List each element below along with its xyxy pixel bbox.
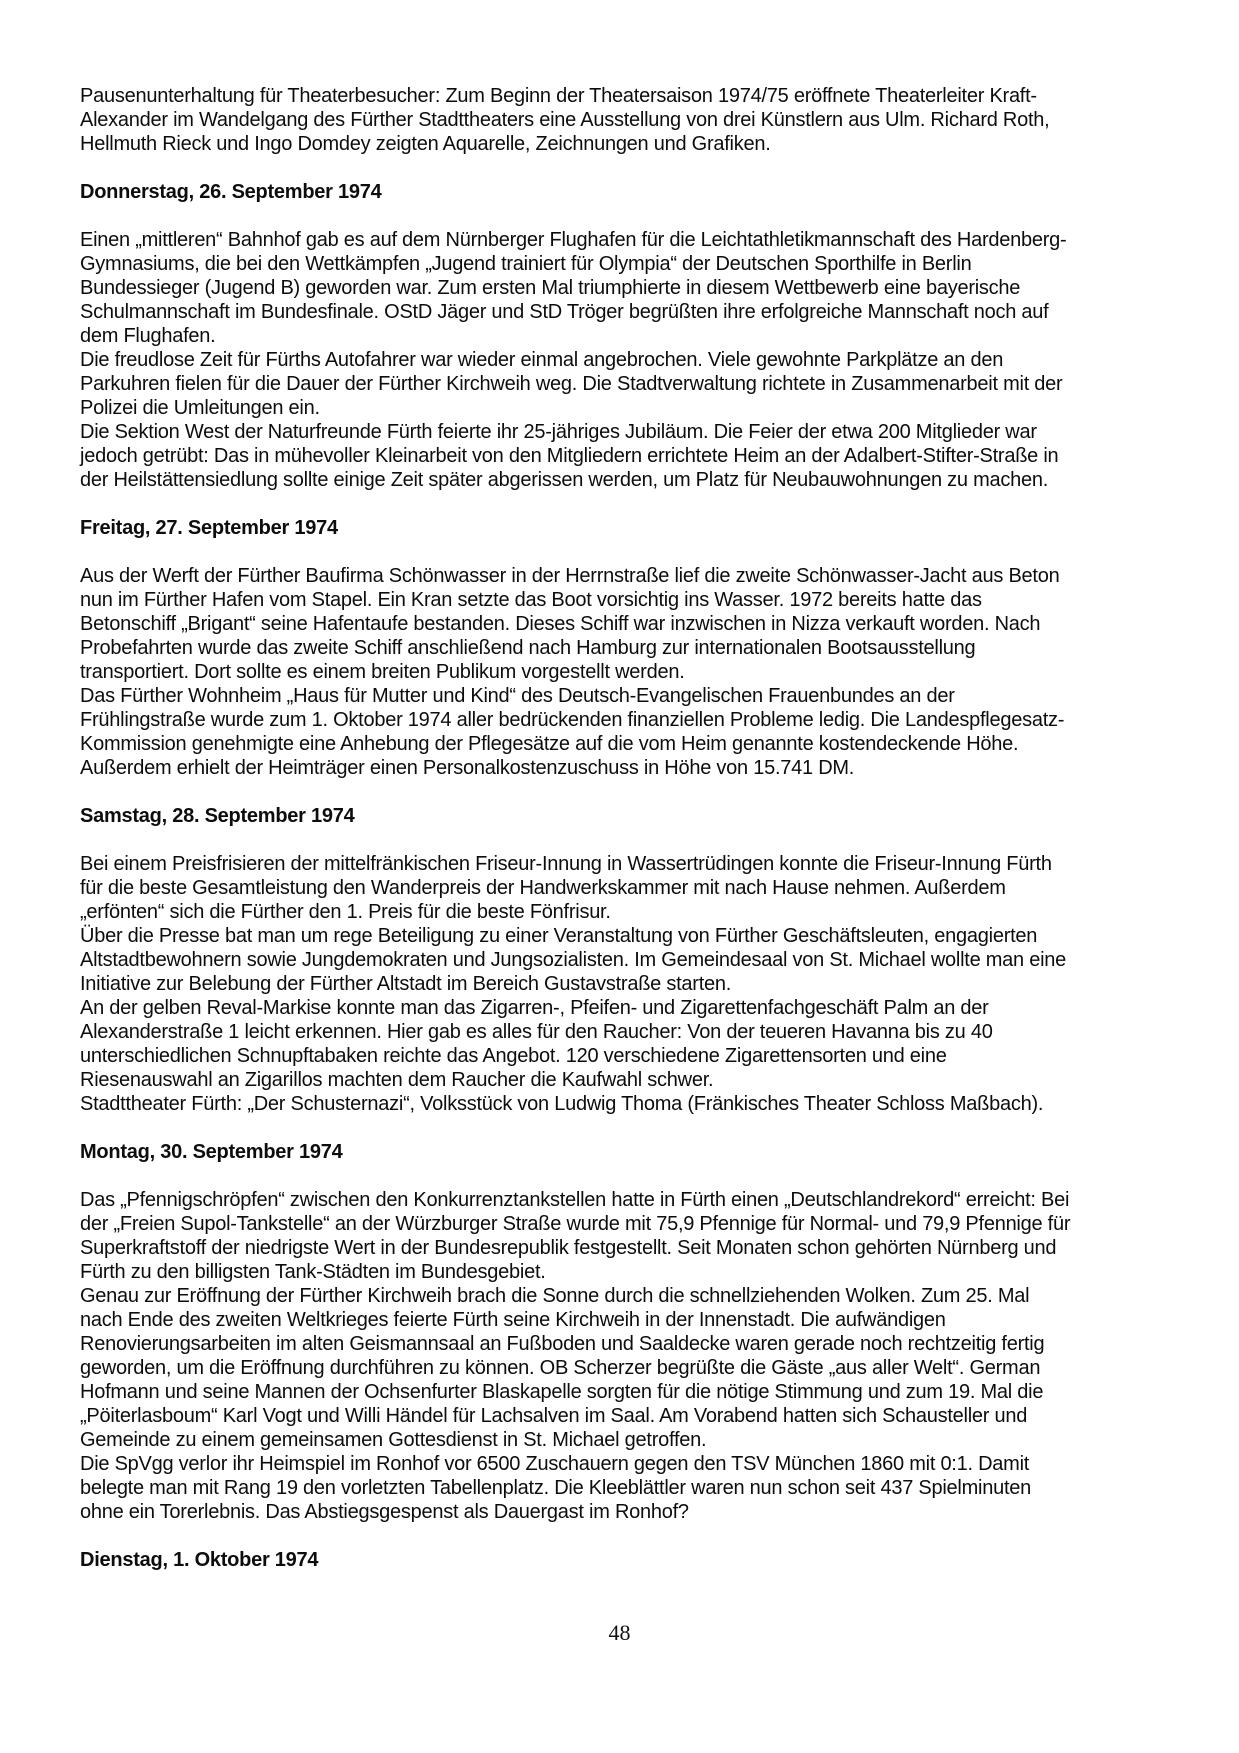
text-line: Das Fürther Wohnheim „Haus für Mutter und Kind“ des Deutsch-Evangelischen Frauenbundes an der [80, 685, 955, 707]
text-line: Initiative zur Belebung der Fürther Altstadt im Bereich Gustavstraße starten. [80, 973, 732, 995]
text-line: Altstadtbewohnern sowie Jungdemokraten und Jungsozialisten. Im Gemeindesaal von St. Michael wollte man eine [80, 949, 1067, 971]
paragraph [80, 924, 1175, 996]
text-line: nach Ende des zweiten Weltkrieges feierte Fürth seine Kirchweih in der Innenstadt. Die aufwändigen [80, 1309, 946, 1331]
text-line: der Heilstättensiedlung sollte einige Zeit später abgerissen werden, um Platz für Neubauwohnungen zu machen. [80, 469, 1049, 491]
document-body [80, 84, 1175, 1596]
text-line: Aus der Werft der Fürther Baufirma Schönwasser in der Herrnstraße lief die zweite Schönwasser-Jacht aus Beton [80, 565, 1060, 587]
text-line: belegte man mit Rang 19 den vorletzten Tabellenplatz. Die Kleeblättler waren nun schon seit 437 Spielminuten [80, 1477, 1032, 1499]
text-line: der „Freien Supol-Tankstelle“ an der Würzburger Straße wurde mit 75,9 Pfennige für Normal- und 79,9 Pfennige für [80, 1213, 1071, 1235]
text-line: Außerdem erhielt der Heimträger einen Personalkostenzuschuss in Höhe von 15.741 DM. [80, 757, 855, 779]
text-line: Riesenauswahl an Zigarillos machten dem Raucher die Kaufwahl schwer. [80, 1069, 714, 1091]
date-heading: Dienstag, 1. Oktober 1974 [80, 1549, 319, 1571]
paragraph [80, 228, 1175, 348]
text-line: Stadttheater Fürth: „Der Schusternazi“, Volksstück von Ludwig Thoma (Fränkisches Theater Schloss Maßbach). [80, 1093, 1044, 1115]
paragraph [80, 564, 1175, 684]
text-line: Alexander im Wandelgang des Fürther Stadttheaters eine Ausstellung von drei Künstlern aus Ulm. Richard Roth, [80, 109, 1050, 131]
text-line: Einen „mittleren“ Bahnhof gab es auf dem Nürnberger Flughafen für die Leichtathletikmannschaft des Hardenberg- [80, 229, 1067, 251]
text-line: Parkuhren fielen für die Dauer der Fürther Kirchweih weg. Die Stadtverwaltung richtete in Zusammenarbeit mit der [80, 373, 1063, 395]
paragraph [80, 1452, 1175, 1524]
text-line: Die SpVgg verlor ihr Heimspiel im Ronhof vor 6500 Zuschauern gegen den TSV München 1860 mit 0:1. Damit [80, 1453, 1030, 1475]
text-line: jedoch getrübt: Das in mühevoller Kleinarbeit von den Mitgliedern errichtete Heim an der Adalbert-Stifter-Straße in [80, 445, 1059, 467]
paragraph [80, 852, 1175, 924]
page-number: 48 [608, 1620, 631, 1645]
text-line: Bei einem Preisfrisieren der mittelfränkischen Friseur-Innung in Wassertrüdingen konnte die Friseur-Innung Fürth [80, 853, 1052, 875]
paragraph [80, 1092, 1175, 1116]
text-line: geworden, um die Eröffnung durchführen zu können. OB Scherzer begrüßte die Gäste „aus aller Welt“. German [80, 1357, 1041, 1379]
paragraph [80, 348, 1175, 420]
text-line: An der gelben Reval-Markise konnte man das Zigarren-, Pfeifen- und Zigarettenfachgeschäft Palm an der [80, 997, 989, 1019]
text-line: Bundessieger (Jugend B) geworden war. Zum ersten Mal triumphierte in diesem Wettbewerb eine bayerische [80, 277, 1021, 299]
text-line: Hofmann und seine Mannen der Ochsenfurter Blaskapelle sorgten für die nötige Stimmung und zum 19. Mal die [80, 1381, 1044, 1403]
text-line: „erfönten“ sich die Fürther den 1. Preis für die beste Fönfrisur. [80, 901, 611, 923]
text-line: Gemeinde zu einem gemeinsamen Gottesdienst in St. Michael getroffen. [80, 1429, 707, 1451]
text-line: transportiert. Dort sollte es einem breiten Publikum vorgestellt werden. [80, 661, 685, 683]
text-line: Fürth zu den billigsten Tank-Städten im Bundesgebiet. [80, 1261, 546, 1283]
text-line: Polizei die Umleitungen ein. [80, 397, 320, 419]
paragraph [80, 420, 1175, 492]
date-heading: Donnerstag, 26. September 1974 [80, 181, 382, 203]
text-line: Über die Presse bat man um rege Beteiligung zu einer Veranstaltung von Fürther Geschäftsleuten, engagierten [80, 925, 1038, 947]
text-line: Kommission genehmigte eine Anhebung der Pflegesätze auf die vom Heim genannte kostendeckende Höhe. [80, 733, 1019, 755]
text-line: Betonschiff „Brigant“ seine Hafentaufe bestanden. Dieses Schiff war inzwischen in Nizza verkauft worden. Nach [80, 613, 1041, 635]
paragraph [80, 84, 1175, 156]
date-heading: Freitag, 27. September 1974 [80, 517, 338, 539]
text-line: Das „Pfennigschröpfen“ zwischen den Konkurrenztankstellen hatte in Fürth einen „Deutschlandrekord“ erreicht: Bei [80, 1189, 1070, 1211]
text-line: Die Sektion West der Naturfreunde Fürth feierte ihr 25-jähriges Jubiläum. Die Feier der etwa 200 Mitglieder war [80, 421, 1037, 443]
text-line: Die freudlose Zeit für Fürths Autofahrer war wieder einmal angebrochen. Viele gewohnte Parkplätze an den [80, 349, 1004, 371]
paragraph [80, 1284, 1175, 1452]
text-line: Schulmannschaft im Bundesfinale. OStD Jäger und StD Tröger begrüßten ihre erfolgreiche Mannschaft noch auf [80, 301, 1049, 323]
text-line: „Pöiterlasboum“ Karl Vogt und Willi Händel für Lachsalven im Saal. Am Vorabend hatten sich Schausteller und [80, 1405, 1028, 1427]
text-line: unterschiedlichen Schnupftabaken reichte das Angebot. 120 verschiedene Zigarettensorten und eine [80, 1045, 947, 1067]
text-line: Pausenunterhaltung für Theaterbesucher: Zum Beginn der Theatersaison 1974/75 eröffnete Theaterleiter Kraft- [80, 85, 1037, 107]
paragraph [80, 1188, 1175, 1284]
text-line: Renovierungsarbeiten im alten Geismannsaal an Fußboden und Saaldecke waren gerade noch rechtzeitig fertig [80, 1333, 1045, 1355]
text-line: Hellmuth Rieck und Ingo Domdey zeigten Aquarelle, Zeichnungen und Grafiken. [80, 133, 771, 155]
paragraph [80, 684, 1175, 780]
text-line: Alexanderstraße 1 leicht erkennen. Hier gab es alles für den Raucher: Von der teueren Havanna bis zu 40 [80, 1021, 993, 1043]
paragraph [80, 996, 1175, 1092]
text-line: ohne ein Torerlebnis. Das Abstiegsgespenst als Dauergast im Ronhof? [80, 1501, 689, 1523]
text-line: Genau zur Eröffnung der Fürther Kirchweih brach die Sonne durch die schnellziehenden Wolken. Zum 25. Mal [80, 1285, 1030, 1307]
date-heading: Montag, 30. September 1974 [80, 1141, 343, 1163]
text-line: für die beste Gesamtleistung den Wanderpreis der Handwerkskammer mit nach Hause nehmen. Außerdem [80, 877, 1006, 899]
text-line: Superkraftstoff der niedrigste Wert in der Bundesrepublik festgestellt. Seit Monaten schon gehörten Nürnberg und [80, 1237, 1057, 1259]
date-heading: Samstag, 28. September 1974 [80, 805, 355, 827]
text-line: Gymnasiums, die bei den Wettkämpfen „Jugend trainiert für Olympia“ der Deutschen Sporthilfe in Berlin [80, 253, 972, 275]
text-line: nun im Fürther Hafen vom Stapel. Ein Kran setzte das Boot vorsichtig ins Wasser. 1972 bereits hatte das [80, 589, 982, 611]
text-line: dem Flughafen. [80, 325, 216, 347]
text-line: Probefahrten wurde das zweite Schiff anschließend nach Hamburg zur internationalen Bootsausstellung [80, 637, 976, 659]
text-line: Frühlingstraße wurde zum 1. Oktober 1974 aller bedrückenden finanziellen Probleme ledig. Die Landespflegesatz- [80, 709, 1065, 731]
